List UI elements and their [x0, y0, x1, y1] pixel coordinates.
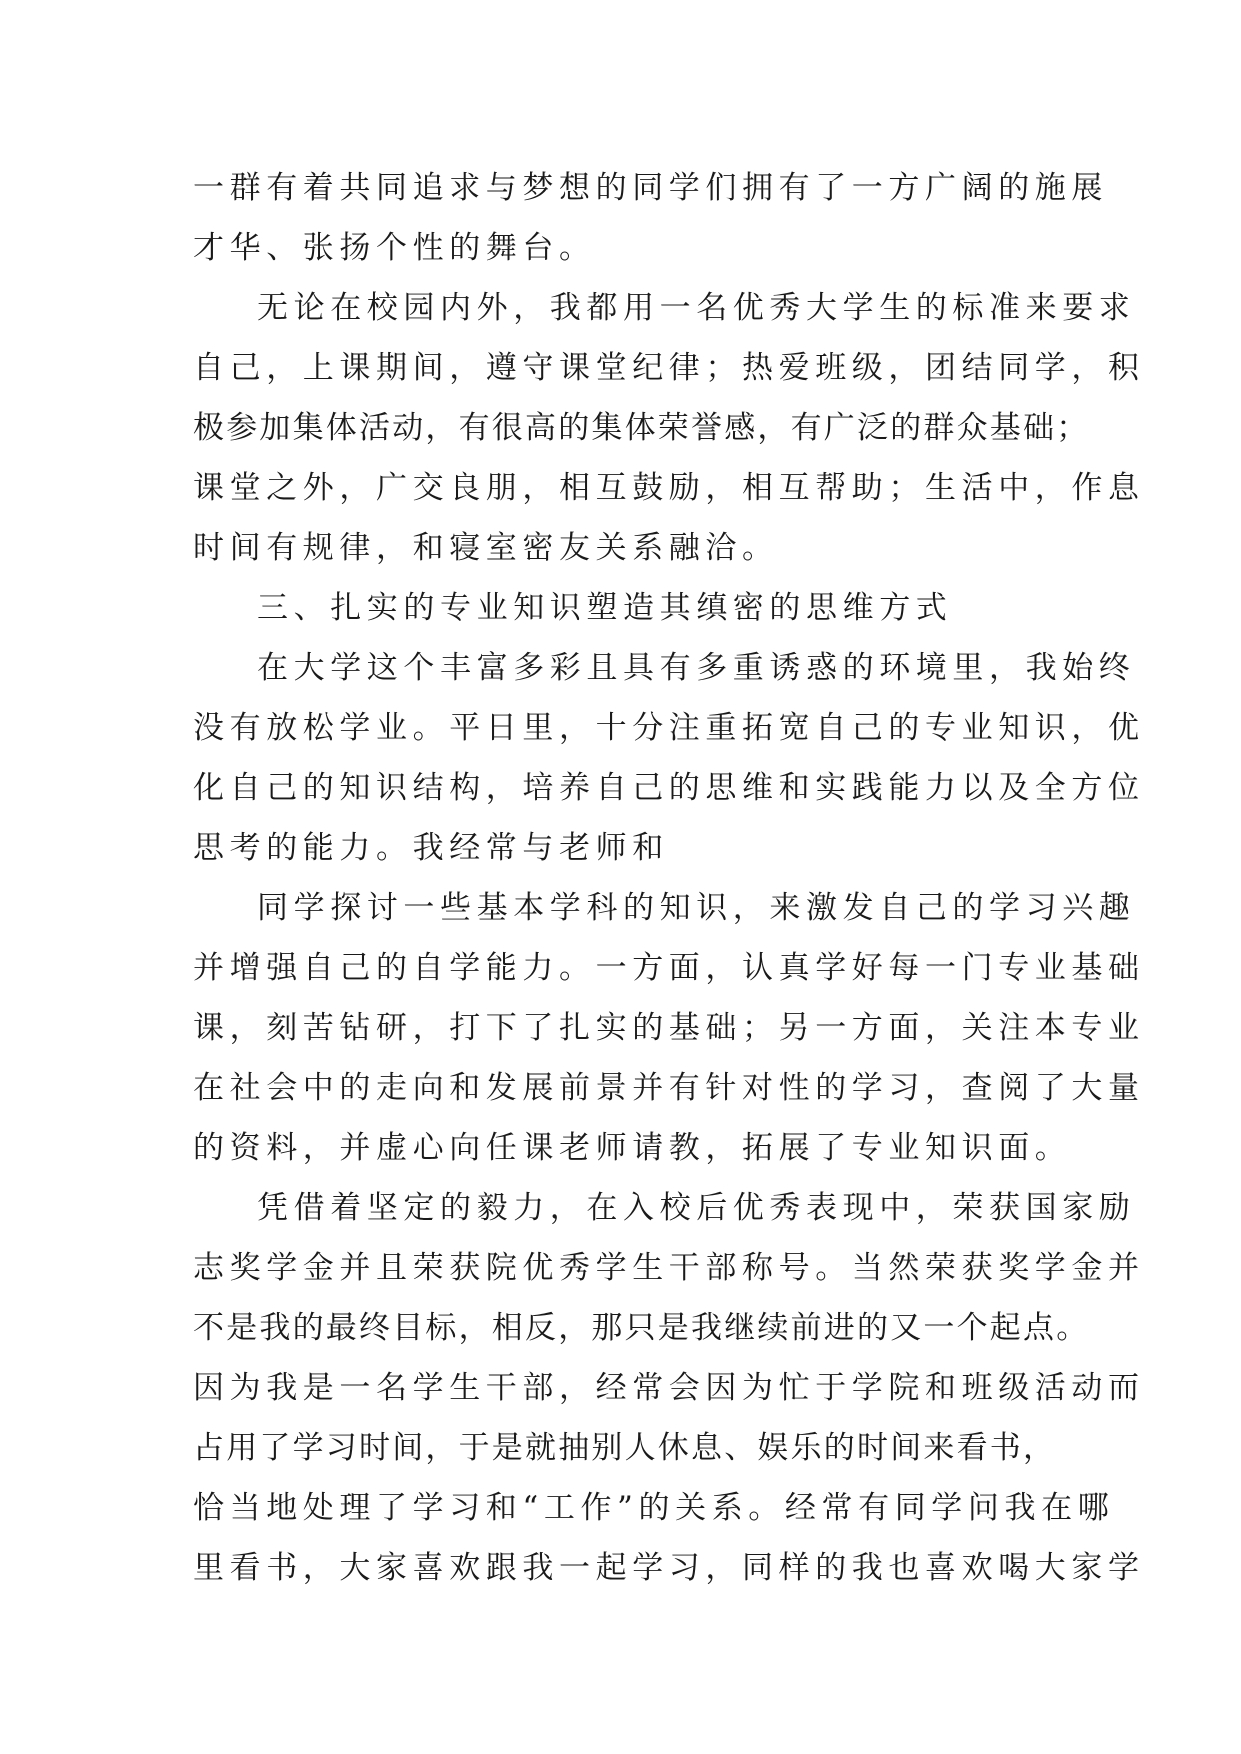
text-line: 没有放松学业。平日里，十分注重拓宽自己的专业知识，优	[193, 710, 1145, 746]
text-line: 里看书，大家喜欢跟我一起学习，同样的我也喜欢喝大家学	[193, 1550, 1145, 1586]
text-line: 时间有规律，和寝室密友关系融洽。	[193, 530, 779, 566]
text-line: 志奖学金并且荣获院优秀学生干部称号。当然荣获奖学金并	[193, 1250, 1145, 1286]
paragraph-start-line: 凭借着坚定的毅力，在入校后优秀表现中，荣获国家励	[257, 1190, 1136, 1226]
text-line: 占用了学习时间，于是就抽别人休息、娱乐的时间来看书，	[193, 1430, 1057, 1466]
paragraph-start-line: 无论在校园内外，我都用一名优秀大学生的标准来要求	[257, 290, 1136, 326]
text-line: 化自己的知识结构，培养自己的思维和实践能力以及全方位	[193, 770, 1145, 806]
document-body	[193, 158, 1145, 1598]
text-line: 极参加集体活动，有很高的集体荣誉感，有广泛的群众基础；	[193, 410, 1090, 446]
text-line: 的资料，并虚心向任课老师请教，拓展了专业知识面。	[193, 1130, 1072, 1166]
paragraph-start-line: 同学探讨一些基本学科的知识，来激发自己的学习兴趣	[257, 890, 1136, 926]
text-line: 一群有着共同追求与梦想的同学们拥有了一方广阔的施展	[193, 170, 1108, 206]
section-heading: 三、扎实的专业知识塑造其缜密的思维方式	[257, 590, 953, 626]
text-line: 思考的能力。我经常与老师和	[193, 830, 669, 866]
text-line: 在社会中的走向和发展前景并有针对性的学习，查阅了大量	[193, 1070, 1145, 1106]
text-line: 不是我的最终目标，相反，那只是我继续前进的又一个起点。	[193, 1310, 1090, 1346]
paragraph-start-line: 在大学这个丰富多彩且具有多重诱惑的环境里，我始终	[257, 650, 1136, 686]
text-line: 恰当地处理了学习和“工作”的关系。经常有同学问我在哪	[193, 1490, 1115, 1526]
text-line: 自己，上课期间，遵守课堂纪律；热爱班级，团结同学，积	[193, 350, 1145, 386]
text-line: 课堂之外，广交良朋，相互鼓励，相互帮助；生活中，作息	[193, 470, 1145, 506]
text-line: 才华、张扬个性的舞台。	[193, 230, 596, 266]
text-line: 因为我是一名学生干部，经常会因为忙于学院和班级活动而	[193, 1370, 1145, 1406]
text-line: 并增强自己的自学能力。一方面，认真学好每一门专业基础	[193, 950, 1145, 986]
text-line: 课，刻苦钻研，打下了扎实的基础；另一方面，关注本专业	[193, 1010, 1145, 1046]
